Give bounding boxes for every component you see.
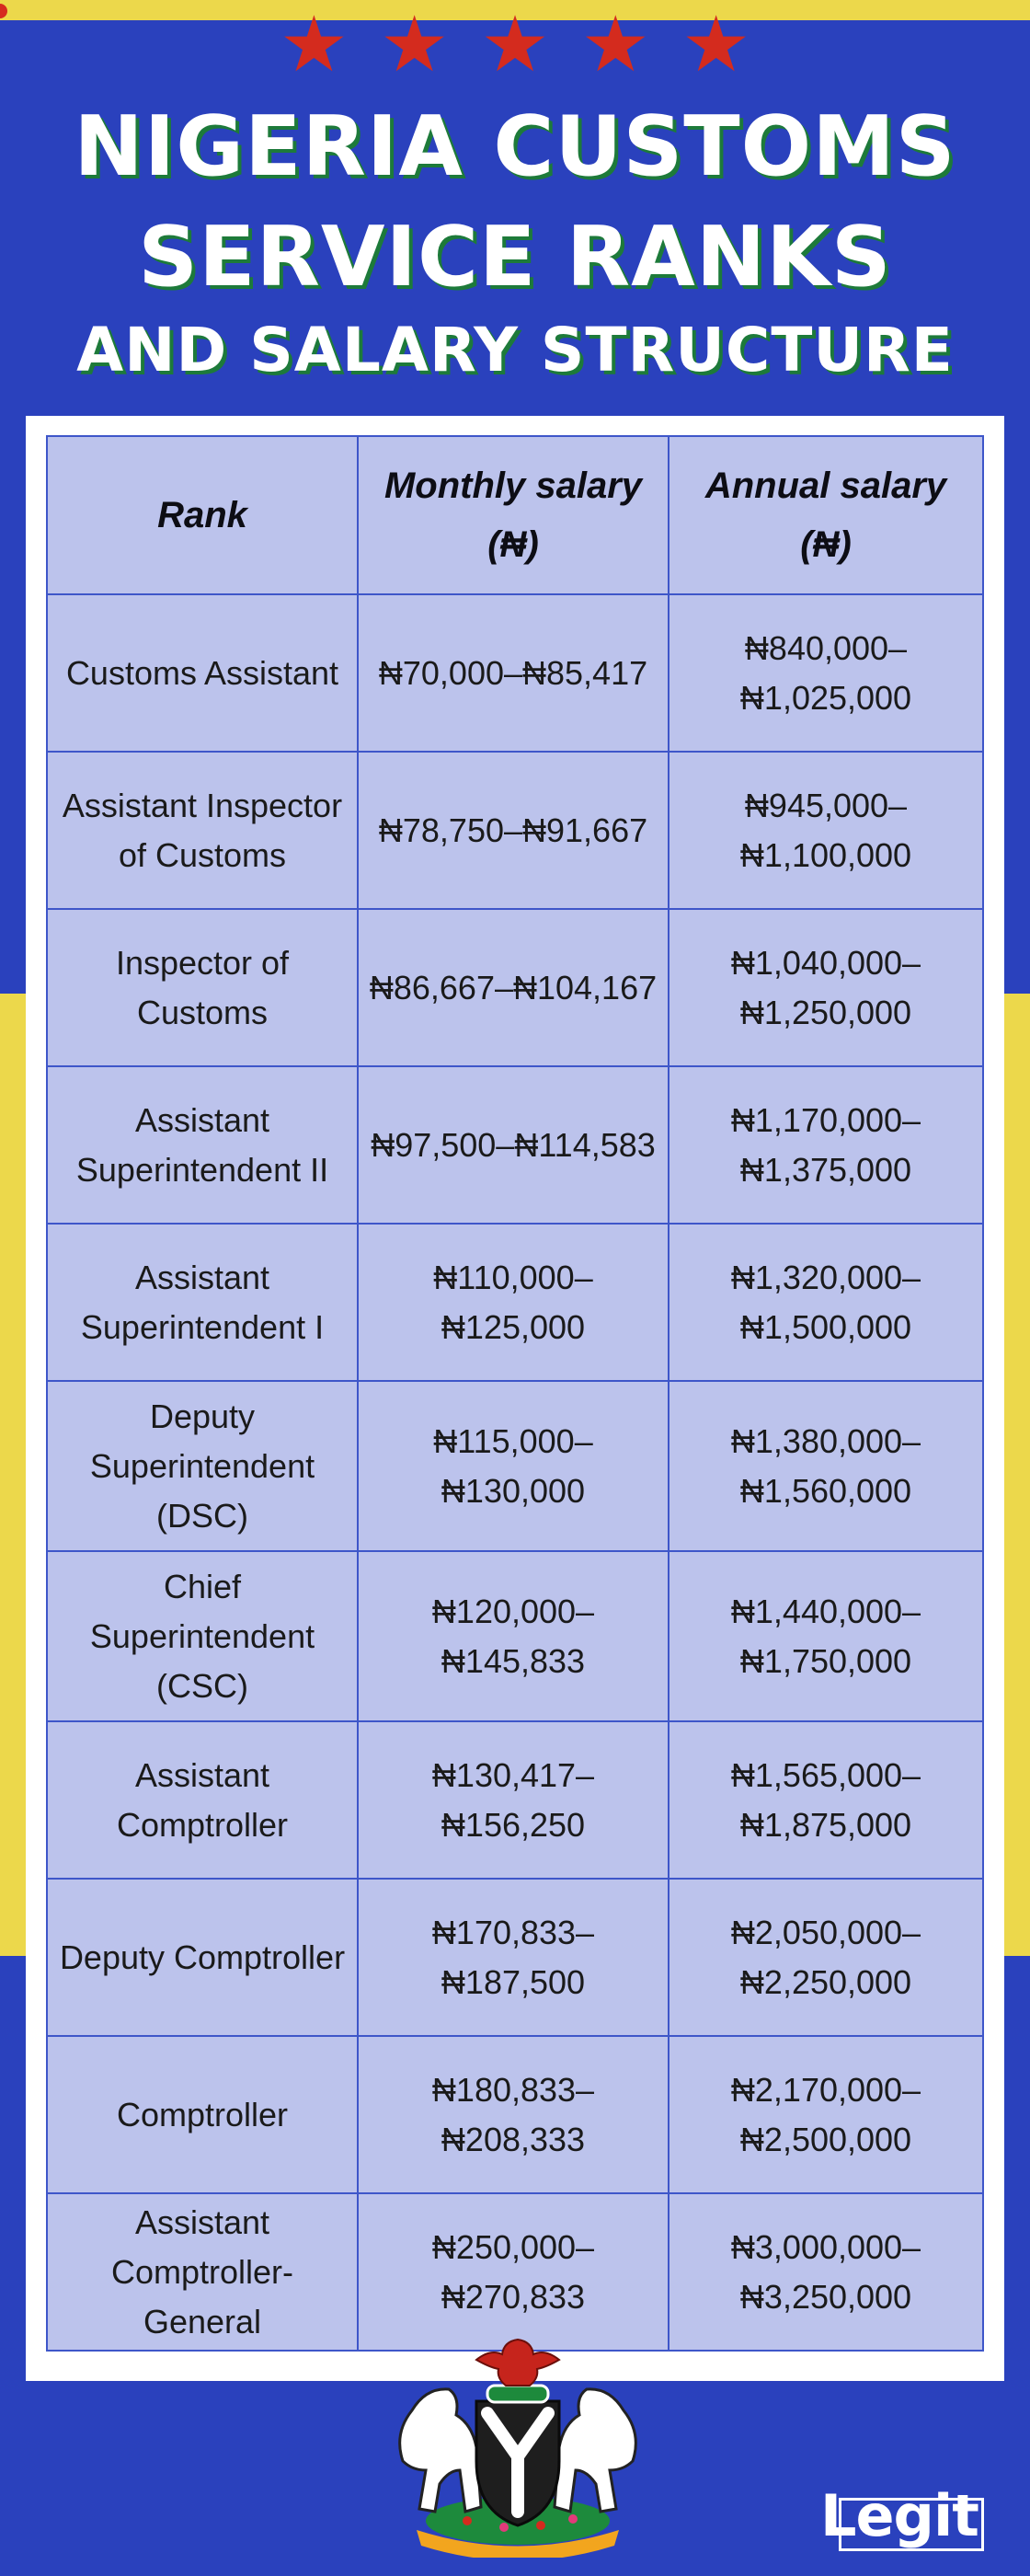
rank-cell: Assistant Comptroller: [47, 1721, 358, 1879]
salary-table: [46, 435, 984, 2352]
star-icon: ★: [681, 0, 751, 89]
star-icon: ★: [279, 0, 349, 89]
rank-cell: Assistant Inspector of Customs: [47, 752, 358, 909]
rank-cell: Assistant Superintendent II: [47, 1066, 358, 1224]
star-icon: ★: [480, 0, 550, 89]
table-row: [47, 594, 983, 752]
rank-cell: Assistant Comptroller-General: [47, 2193, 358, 2351]
flower-dot: [463, 2516, 472, 2525]
monthly-salary-cell: ₦170,833– ₦187,500: [358, 1879, 669, 2036]
monthly-salary-cell: ₦115,000– ₦130,000: [358, 1381, 669, 1551]
page-subtitle: AND SALARY STRUCTURE: [76, 315, 954, 385]
rank-cell: Inspector of Customs: [47, 909, 358, 1066]
star-icon: ★: [380, 0, 450, 89]
legit-logo: Legit: [820, 2482, 978, 2549]
column-header-annual: Annual salary (₦): [669, 436, 983, 594]
rank-cell: Comptroller: [47, 2036, 358, 2193]
monthly-salary-cell: ₦86,667–₦104,167: [358, 909, 669, 1066]
left-horse: [400, 2389, 481, 2512]
annual-salary-cell: ₦1,440,000– ₦1,750,000: [669, 1551, 983, 1721]
annual-salary-cell: ₦2,050,000– ₦2,250,000: [669, 1879, 983, 2036]
star-row: [0, 0, 1030, 89]
annual-salary-cell: ₦1,565,000– ₦1,875,000: [669, 1721, 983, 1879]
monthly-salary-cell: ₦97,500–₦114,583: [358, 1066, 669, 1224]
annual-salary-cell: ₦1,040,000– ₦1,250,000: [669, 909, 983, 1066]
table-row: [47, 1721, 983, 1879]
table-header-row: [47, 436, 983, 594]
flower-dot: [499, 2523, 509, 2532]
table-row: [47, 1381, 983, 1551]
monthly-salary-cell: ₦110,000– ₦125,000: [358, 1224, 669, 1381]
star-icon: ★: [580, 0, 650, 89]
table-row: [47, 1224, 983, 1381]
annual-salary-cell: ₦3,000,000– ₦3,250,000: [669, 2193, 983, 2351]
monthly-salary-cell: ₦120,000– ₦145,833: [358, 1551, 669, 1721]
annual-salary-cell: ₦1,320,000– ₦1,500,000: [669, 1224, 983, 1381]
table-row: [47, 2036, 983, 2193]
annual-salary-cell: ₦1,380,000– ₦1,560,000: [669, 1381, 983, 1551]
table-row: [47, 1551, 983, 1721]
annual-salary-cell: ₦1,170,000– ₦1,375,000: [669, 1066, 983, 1224]
monthly-salary-cell: ₦250,000– ₦270,833: [358, 2193, 669, 2351]
rank-cell: Assistant Superintendent I: [47, 1224, 358, 1381]
table-row: [47, 752, 983, 909]
table-row: [47, 909, 983, 1066]
flower-dot: [568, 2514, 578, 2524]
monthly-salary-cell: ₦130,417– ₦156,250: [358, 1721, 669, 1879]
page-title-line-1: NIGERIA CUSTOMS: [74, 98, 956, 195]
annual-salary-cell: ₦840,000– ₦1,025,000: [669, 594, 983, 752]
annual-salary-cell: ₦2,170,000– ₦2,500,000: [669, 2036, 983, 2193]
table-row: [47, 1066, 983, 1224]
monthly-salary-cell: ₦180,833– ₦208,333: [358, 2036, 669, 2193]
rank-cell: Chief Superintendent (CSC): [47, 1551, 358, 1721]
table-row: [47, 2193, 983, 2351]
column-header-rank: Rank: [47, 436, 358, 594]
monthly-salary-cell: ₦70,000–₦85,417: [358, 594, 669, 752]
annual-salary-cell: ₦945,000– ₦1,100,000: [669, 752, 983, 909]
monthly-salary-cell: ₦78,750–₦91,667: [358, 752, 669, 909]
wreath: [487, 2386, 548, 2402]
coat-of-arms-icon: [384, 2332, 651, 2558]
coat-of-arms-graphic: [384, 2332, 651, 2558]
table-row: [47, 1879, 983, 2036]
right-horse: [555, 2389, 635, 2512]
rank-cell: Deputy Superintendent (DSC): [47, 1381, 358, 1551]
flower-dot: [536, 2521, 545, 2530]
rank-cell: Deputy Comptroller: [47, 1879, 358, 2036]
page-title-line-2: SERVICE RANKS: [138, 209, 892, 305]
column-header-monthly: Monthly salary (₦): [358, 436, 669, 594]
eagle: [476, 2340, 559, 2386]
rank-cell: Customs Assistant: [47, 594, 358, 752]
